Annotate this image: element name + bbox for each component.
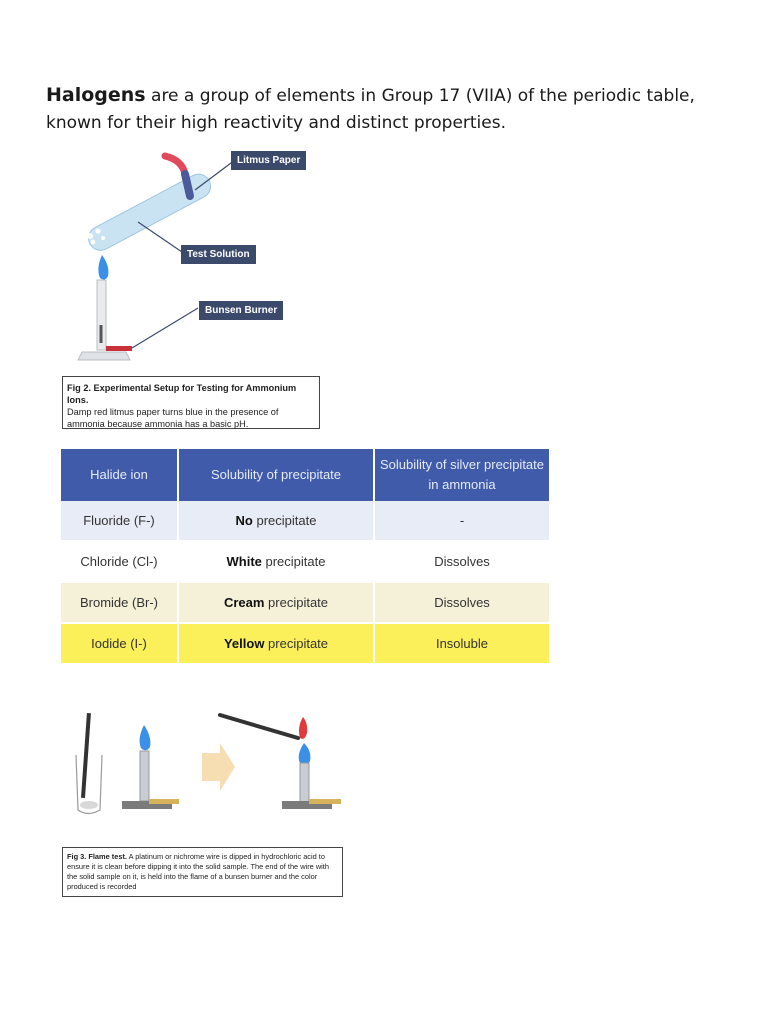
header-solubility-precipitate: Solubility of precipitate <box>178 449 374 501</box>
figure-2-caption-text: Damp red litmus paper turns blue in the presence of ammonia because ammonia has a basic pH. <box>67 407 279 429</box>
cell-precipitate <box>178 582 374 623</box>
cell-halide-ion: Iodide (I-) <box>61 623 178 664</box>
figure-3-caption <box>62 847 343 897</box>
arrow-icon <box>202 743 235 791</box>
precipitate-rest: precipitate <box>261 554 326 569</box>
intro-paragraph <box>46 82 736 137</box>
intro-term: Halogens <box>46 84 146 106</box>
beaker-with-wire <box>76 713 102 814</box>
precipitate-rest: precipitate <box>252 513 317 528</box>
cell-halide-ion: Chloride (Cl-) <box>61 541 178 582</box>
intro-text: are a group of elements in Group 17 (VIIA) of the periodic table, known for their high reactivity and distinct properties. <box>46 86 695 133</box>
cell-ammonia: Dissolves <box>374 541 549 582</box>
bunsen-burner-blue-flame <box>122 725 179 809</box>
header-halide-ion: Halide ion <box>61 449 178 501</box>
cell-precipitate <box>178 501 374 541</box>
figure-ammonium-test <box>60 140 330 380</box>
table-row <box>61 501 549 541</box>
cell-precipitate <box>178 623 374 664</box>
bunsen-burner-red-flame <box>220 715 341 809</box>
cell-halide-ion: Bromide (Br-) <box>61 582 178 623</box>
precipitate-keyword: No <box>235 513 253 528</box>
cell-ammonia: Dissolves <box>374 582 549 623</box>
table-row <box>61 541 549 582</box>
precipitate-keyword: Yellow <box>223 636 265 651</box>
figure-2-caption <box>62 376 320 429</box>
flame-test-illustration <box>60 705 350 830</box>
figure-3-caption-title: Fig 3. Flame test. <box>67 852 127 861</box>
figure-2-caption-title: Fig 2. Experimental Setup for Testing for Ammonium Ions. <box>67 383 297 405</box>
header-solubility-ammonia: Solubility of silver precipitate in ammonia <box>374 449 549 501</box>
label-test-solution: Test Solution <box>181 245 256 264</box>
table-row <box>61 623 549 664</box>
figure-flame-test <box>60 705 350 830</box>
test-tube <box>84 170 214 255</box>
cell-ammonia: - <box>374 501 549 541</box>
table-row <box>61 582 549 623</box>
precipitate-keyword: White <box>226 554 262 569</box>
cell-ammonia: Insoluble <box>374 623 549 664</box>
precipitate-rest: precipitate <box>264 636 329 651</box>
precipitate-rest: precipitate <box>264 595 329 610</box>
cell-precipitate <box>178 541 374 582</box>
figure-3-caption-text: A platinum or nichrome wire is dipped in hydrochloric acid to ensure it is clean before dipping it into the solid sample. The end of the wire with the solid sample on it, is held into the flame of a bunsen burner and the color produced is recorded <box>67 852 329 891</box>
table-header-row <box>61 449 549 501</box>
bunsen-burner <box>78 280 132 360</box>
halide-solubility-table <box>61 449 549 665</box>
precipitate-keyword: Cream <box>223 595 265 610</box>
label-litmus-paper: Litmus Paper <box>231 151 306 170</box>
flame <box>98 255 108 280</box>
label-bunsen-burner: Bunsen Burner <box>199 301 283 320</box>
cell-halide-ion: Fluoride (F-) <box>61 501 178 541</box>
